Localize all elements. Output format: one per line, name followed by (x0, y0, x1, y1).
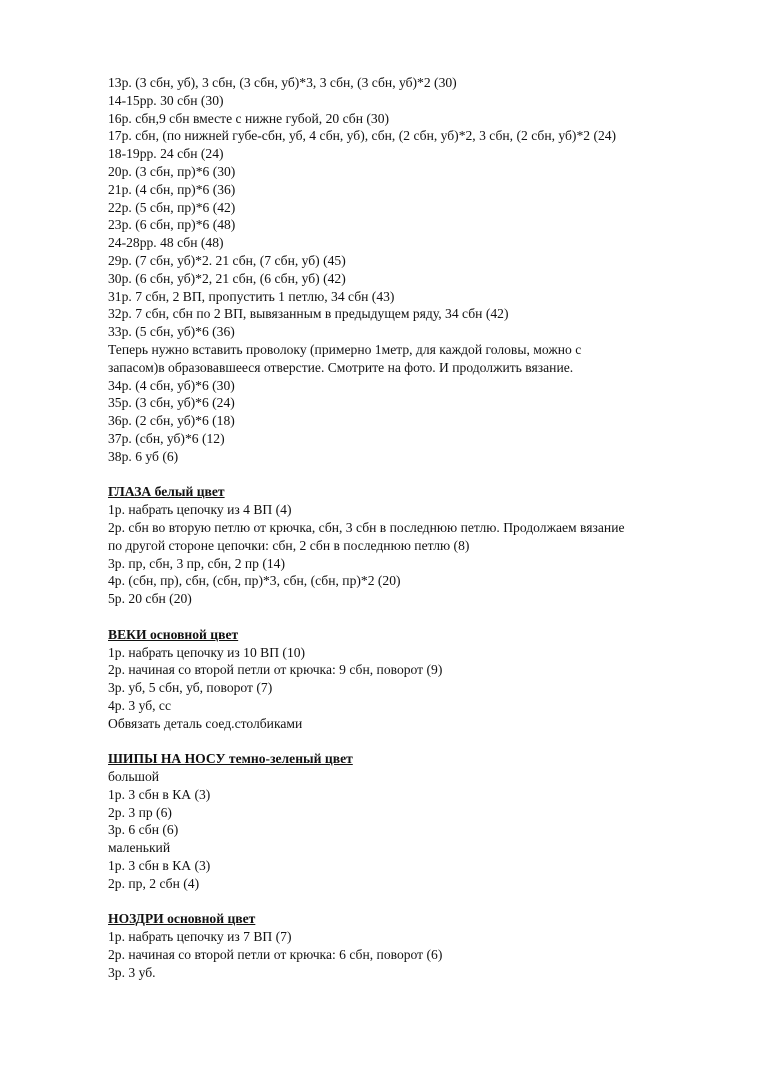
row-35: 35р. (3 сбн, уб)*6 (24) (108, 395, 235, 411)
spikes-large-row-2: 2р. 3 пр (6) (108, 804, 172, 820)
eyelids-row-1: 1р. набрать цепочку из 10 ВП (10) (108, 644, 306, 660)
row-31: 31р. 7 сбн, 2 ВП, пропустить 1 петлю, 34 сбн (43) (108, 288, 395, 304)
section-spacer (108, 466, 708, 484)
row-24-28: 24-28рр. 48 сбн (48) (108, 235, 224, 251)
eyelids-finish: Обвязать деталь соед.столбиками (108, 715, 303, 731)
nostrils-row-1: 1р. набрать цепочку из 7 ВП (7) (108, 929, 292, 945)
row-29: 29р. (7 сбн, уб)*2. 21 сбн, (7 сбн, уб) (45) (108, 252, 346, 268)
wire-note-line-2: запасом)в образовавшееся отверстие. Смотрите на фото. И продолжить вязание. (108, 359, 574, 375)
row-30: 30р. (6 сбн, уб)*2, 21 сбн, (6 сбн, уб) (42) (108, 270, 346, 286)
row-38: 38р. 6 уб (6) (108, 448, 179, 464)
nostrils-section (108, 910, 708, 981)
row-13: 13р. (3 сбн, уб), 3 сбн, (3 сбн, уб)*3, 3 сбн, (3 сбн, уб)*2 (30) (108, 75, 457, 90)
spikes-section (108, 750, 708, 892)
row-32: 32р. 7 сбн, сбн по 2 ВП, вывязанным в предыдущем ряду, 34 сбн (42) (108, 306, 509, 322)
row-21: 21р. (4 сбн, пр)*6 (36) (108, 181, 236, 197)
spikes-large-row-1: 1р. 3 сбн в КА (3) (108, 786, 211, 802)
eyes-row-5: 5р. 20 сбн (20) (108, 591, 192, 607)
nostrils-heading: НОЗДРИ основной цвет (108, 911, 256, 927)
eyes-row-2-cont: по другой стороне цепочки: сбн, 2 сбн в последнюю петлю (8) (108, 537, 470, 553)
eyes-row-1: 1р. набрать цепочку из 4 ВП (4) (108, 502, 292, 518)
document-page (108, 74, 708, 982)
eyes-heading: ГЛАЗА белый цвет (108, 484, 225, 500)
spikes-small-label: маленький (108, 840, 171, 856)
section-spacer (108, 732, 708, 750)
section-spacer (108, 608, 708, 626)
row-20: 20р. (3 сбн, пр)*6 (30) (108, 163, 236, 179)
nostrils-row-3: 3р. 3 уб. (108, 964, 156, 980)
eyelids-row-4: 4р. 3 уб, сс (108, 697, 171, 713)
spikes-large-row-3: 3р. 6 сбн (6) (108, 822, 179, 838)
eyes-row-4: 4р. (сбн, пр), сбн, (сбн, пр)*3, сбн, (сбн, пр)*2 (20) (108, 573, 401, 589)
row-14-15: 14-15рр. 30 сбн (30) (108, 92, 224, 108)
row-33: 33р. (5 сбн, уб)*6 (36) (108, 324, 235, 340)
eyes-row-3: 3р. пр, сбн, 3 пр, сбн, 2 пр (14) (108, 555, 286, 571)
spikes-large-label: большой (108, 769, 160, 785)
row-16: 16р. сбн,9 сбн вместе с нижне губой, 20 сбн (30) (108, 110, 390, 126)
spikes-heading: ШИПЫ НА НОСУ темно-зеленый цвет (108, 751, 353, 767)
row-17: 17р. сбн, (по нижней губе-сбн, уб, 4 сбн, уб), сбн, (2 сбн, уб)*2, 3 сбн, (2 сбн, уб)*2 (24) (108, 128, 617, 144)
spikes-small-row-2: 2р. пр, 2 сбн (4) (108, 875, 200, 891)
eyelids-row-2: 2р. начиная со второй петли от крючка: 9 сбн, поворот (9) (108, 662, 443, 678)
section-spacer (108, 893, 708, 911)
eyes-section (108, 483, 708, 608)
row-34: 34р. (4 сбн, уб)*6 (30) (108, 377, 235, 393)
eyelids-section (108, 626, 708, 733)
eyelids-heading: ВЕКИ основной цвет (108, 626, 239, 642)
row-23: 23р. (6 сбн, пр)*6 (48) (108, 217, 236, 233)
eyes-row-2: 2р. сбн во вторую петлю от крючка, сбн, 3 сбн в последнюю петлю. Продолжаем вязание (108, 519, 625, 535)
row-37: 37р. (сбн, уб)*6 (12) (108, 430, 225, 446)
row-22: 22р. (5 сбн, пр)*6 (42) (108, 199, 236, 215)
body-section (108, 74, 708, 466)
nostrils-row-2: 2р. начиная со второй петли от крючка: 6 сбн, поворот (6) (108, 947, 443, 963)
row-36: 36р. (2 сбн, уб)*6 (18) (108, 413, 235, 429)
wire-note-line-1: Теперь нужно вставить проволоку (примерно 1метр, для каждой головы, можно с (108, 341, 582, 357)
eyelids-row-3: 3р. уб, 5 сбн, уб, поворот (7) (108, 680, 273, 696)
row-18-19: 18-19рр. 24 сбн (24) (108, 146, 224, 162)
spikes-small-row-1: 1р. 3 сбн в КА (3) (108, 858, 211, 874)
